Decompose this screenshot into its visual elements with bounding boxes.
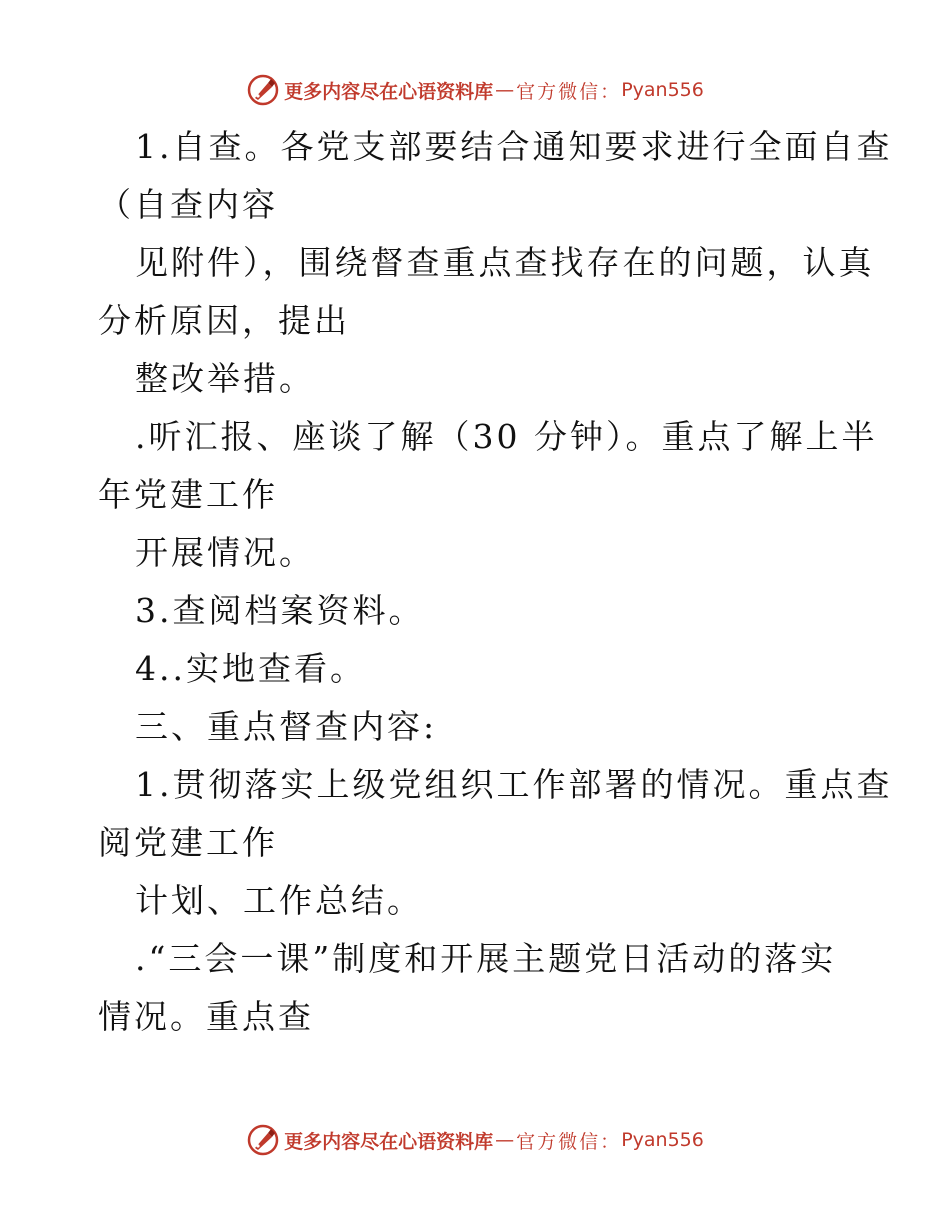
section-heading: 三、重点督查内容: bbox=[135, 707, 438, 746]
watermark-official-label: 官方微信： bbox=[516, 80, 622, 103]
pen-nib-logo-icon bbox=[246, 73, 280, 107]
watermark-official-label: 官方微信： bbox=[516, 1130, 622, 1153]
text-line: 见附件），围绕督查重点查找存在的问题，认真 bbox=[135, 243, 875, 282]
text-line: 1.自查。各党支部要结合通知要求进行全面自查 bbox=[135, 127, 893, 166]
document-body bbox=[98, 118, 893, 1046]
watermark-wechat-id: Pyan556 bbox=[621, 1129, 704, 1151]
text-line: 3.查阅档案资料。 bbox=[135, 591, 425, 630]
watermark-brand-text: 更多内容尽在心语资料库 bbox=[284, 80, 494, 103]
pen-nib-logo-icon bbox=[246, 1123, 280, 1157]
text-line: 分析原因，提出 bbox=[98, 301, 350, 340]
text-line: （自查内容 bbox=[98, 185, 278, 224]
text-line: 开展情况。 bbox=[135, 533, 315, 572]
watermark-dash: — bbox=[495, 79, 515, 101]
text-line: 整改举措。 bbox=[135, 359, 315, 398]
text-line: 阅党建工作 bbox=[98, 823, 278, 862]
text-line: .听汇报、座谈了解（30 分钟）。重点了解上半 bbox=[135, 417, 878, 456]
watermark-dash: — bbox=[495, 1129, 515, 1151]
text-line: 年党建工作 bbox=[98, 475, 278, 514]
text-line: 4..实地查看。 bbox=[135, 649, 366, 688]
header-watermark bbox=[0, 70, 950, 110]
text-line: 计划、工作总结。 bbox=[135, 881, 423, 920]
text-line: 情况。重点查 bbox=[98, 997, 314, 1036]
watermark-brand-text: 更多内容尽在心语资料库 bbox=[284, 1130, 494, 1153]
text-line: .“三会一课”制度和开展主题党日活动的落实 bbox=[135, 939, 837, 978]
text-line: 1.贯彻落实上级党组织工作部署的情况。重点查 bbox=[135, 765, 893, 804]
footer-watermark bbox=[0, 1120, 950, 1160]
watermark-wechat-id: Pyan556 bbox=[621, 79, 704, 101]
